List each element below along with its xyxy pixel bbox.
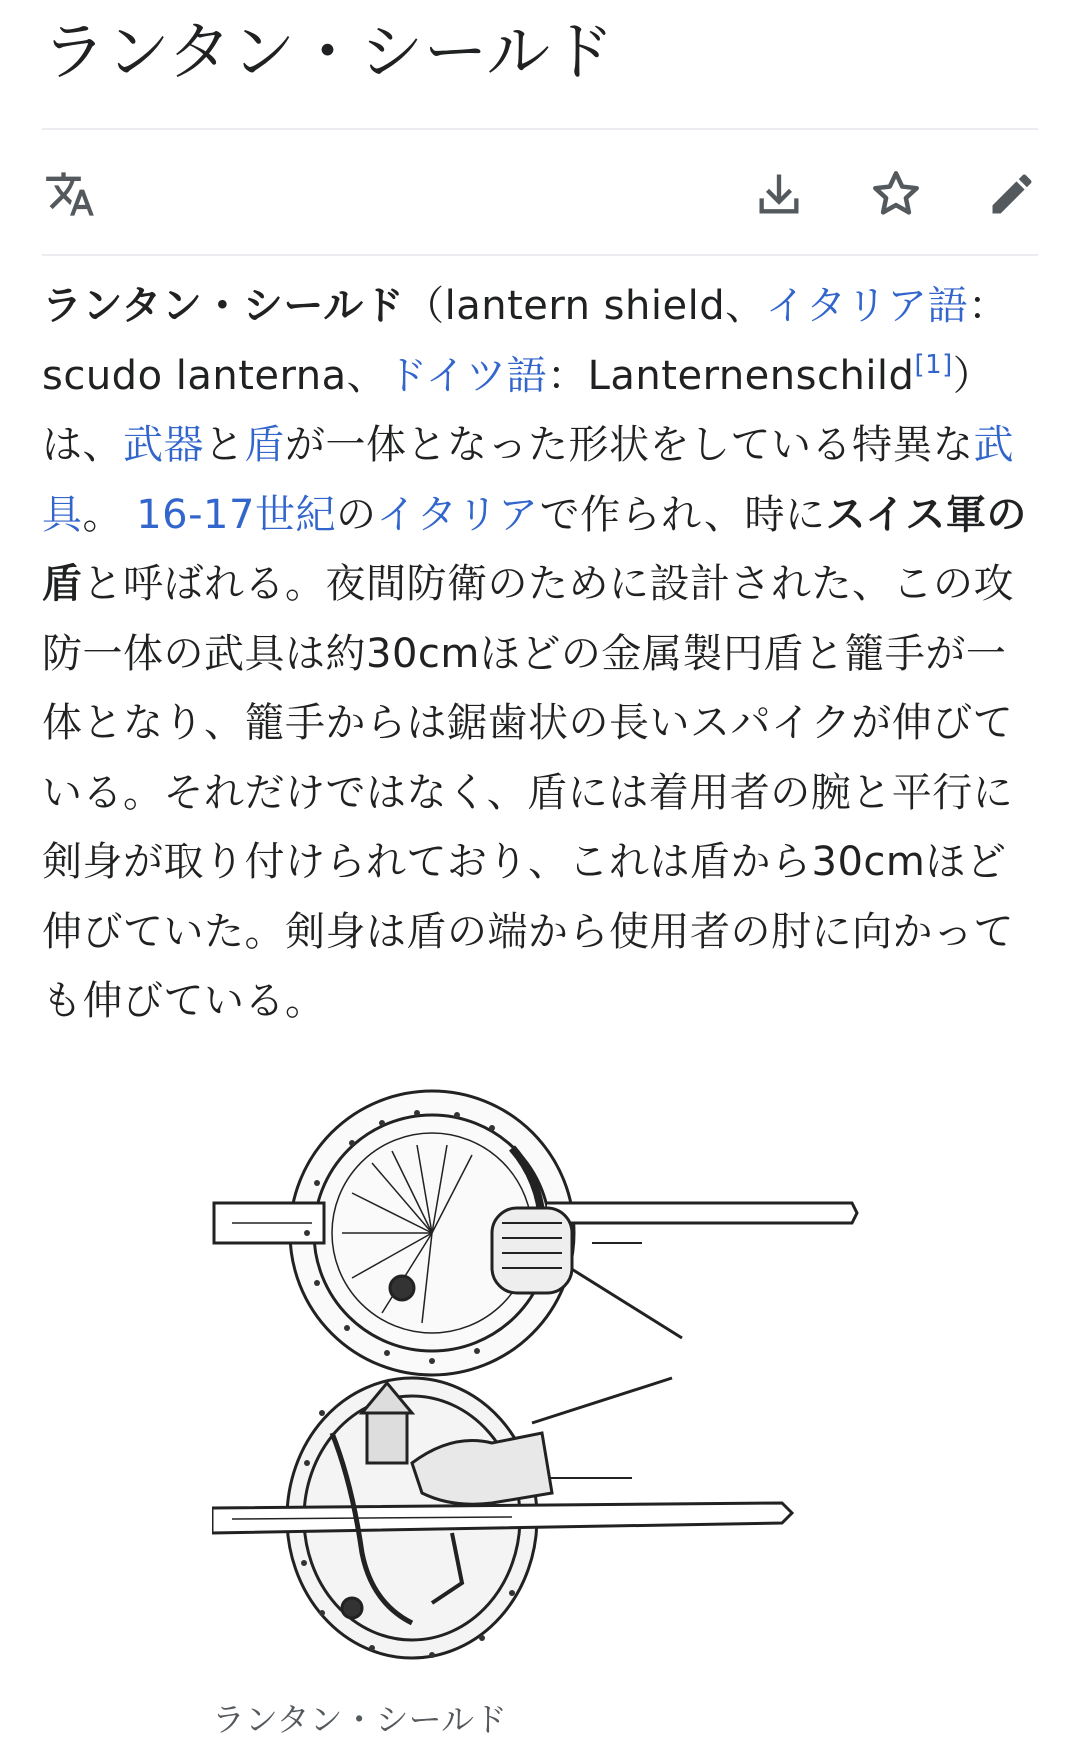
text-segment: （lantern shield、 xyxy=(404,283,766,329)
text-segment: と xyxy=(204,422,245,468)
star-icon xyxy=(869,167,923,221)
shield-bottom-drawing xyxy=(212,1378,792,1658)
link-shield[interactable]: 盾 xyxy=(244,422,285,468)
download-icon xyxy=(753,168,805,220)
reference-link-1[interactable]: [1] xyxy=(914,349,953,380)
text-segment: で作られ、時に xyxy=(539,491,826,538)
link-italy[interactable]: イタリア xyxy=(376,491,540,538)
text-segment: ：Lanternenschild xyxy=(547,352,915,399)
edit-button[interactable] xyxy=(980,162,1044,226)
download-button[interactable] xyxy=(747,162,811,226)
article-term: ランタン・シールド xyxy=(42,283,405,329)
link-weapon[interactable]: 武器 xyxy=(123,422,204,468)
watch-star-button[interactable] xyxy=(864,162,928,226)
toolbar-divider xyxy=(42,254,1038,256)
text-segment: の xyxy=(335,491,377,538)
lantern-shield-figure[interactable] xyxy=(212,1083,868,1683)
pencil-icon xyxy=(986,168,1038,220)
language-button[interactable] xyxy=(38,162,102,226)
text-segment: が一体となった形状をしている特異な xyxy=(285,422,974,468)
text-segment: と呼ばれる。夜間防衛のために設計された、この攻防一体の武具は約30cmほどの金属製円盾と籠手が一体となり、籠手からは鋸歯状の長いスパイクが伸びている。それだけではなく、盾には着用者の腕と平行に剣身が取り付けられており、これは盾から30cmほど伸びていた。剣身は盾の端から使用者の肘に向かっても伸びている。 xyxy=(42,561,1014,1024)
link-16-17-century[interactable]: 16-17世紀 xyxy=(136,491,336,538)
lantern-shield-illustration xyxy=(212,1083,868,1683)
bold-alias: スイス軍の盾 xyxy=(42,491,1027,607)
link-armament[interactable]: 武具 xyxy=(42,422,1014,538)
page-title: ランタン・シールド xyxy=(42,16,615,90)
text-segment: ：scudo lanterna、 xyxy=(42,283,1009,399)
shield-top-drawing xyxy=(214,1091,857,1375)
article-paragraph xyxy=(42,272,1042,1037)
translate-icon xyxy=(44,168,96,220)
link-italian-language[interactable]: イタリア語 xyxy=(765,283,969,329)
link-german-language[interactable]: ドイツ語 xyxy=(387,352,548,399)
title-divider xyxy=(42,128,1038,130)
text-segment: ）は、 xyxy=(42,352,994,468)
figure-caption: ランタン・シールド xyxy=(212,1700,508,1739)
text-segment: 。 xyxy=(82,491,137,538)
